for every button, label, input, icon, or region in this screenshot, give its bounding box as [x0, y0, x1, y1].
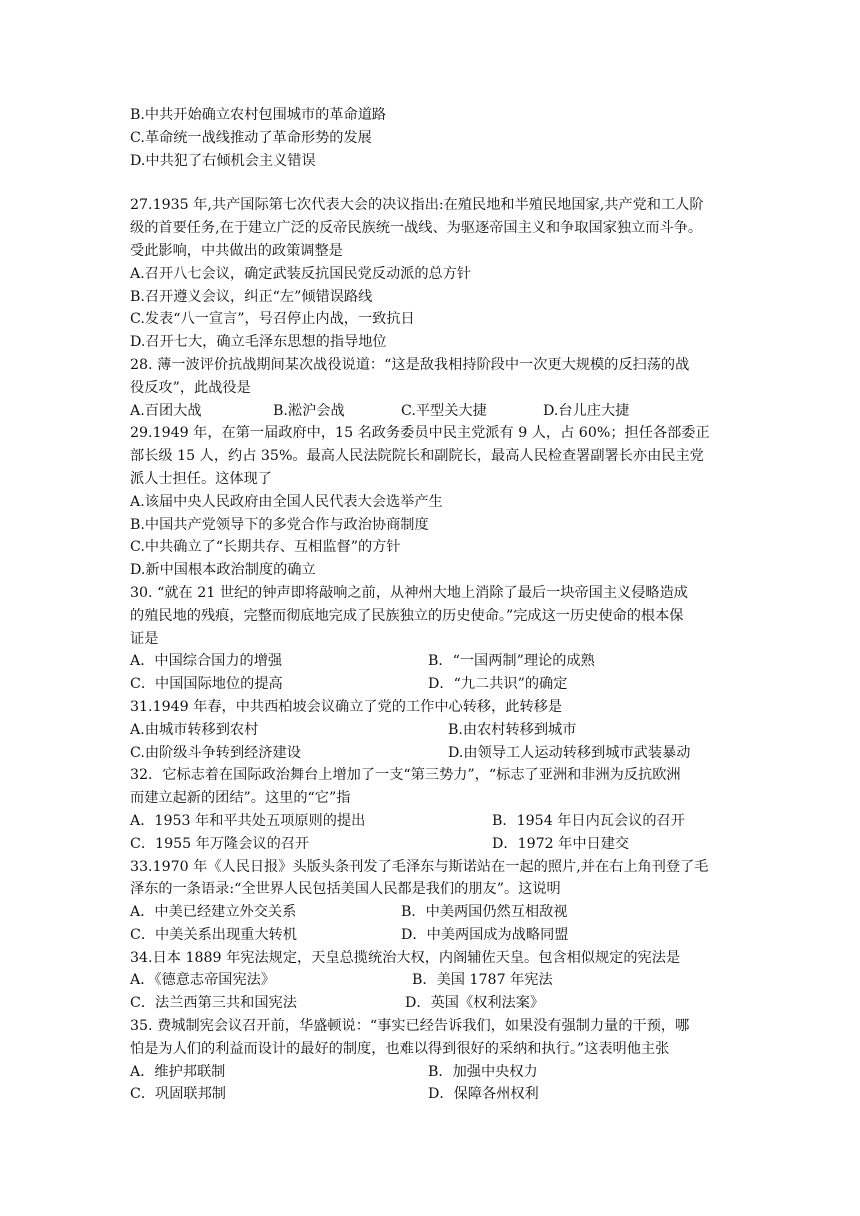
- q32-option-a: A．1953 年和平共处五项原则的提出: [130, 812, 366, 829]
- q35-option-c: C．巩固联邦制: [130, 1086, 226, 1103]
- spacer: [130, 172, 736, 194]
- q27-stem-line-1: 27.1935 年,共产国际第七次代表大会的决议指出:在殖民地和半殖民地国家,共产党和工人阶: [130, 197, 704, 214]
- q30-stem-line-3: 证是: [130, 630, 159, 647]
- q29-option-c: C.中共确立了“长期共存、互相监督”的方针: [130, 539, 401, 556]
- q32-stem-line-1: 32．它标志着在国际政治舞台上增加了一支“第三势力”，“标志了亚洲和非洲为反抗欧洲: [130, 767, 681, 784]
- q33-options-row-2: [130, 924, 736, 947]
- exam-page: [130, 104, 736, 1106]
- q28-stem-line-1: 28. 薄一波评价抗战期间某次战役说道：“这是敌我相持阶段中一次更大规模的反扫荡的战: [130, 356, 690, 373]
- q35-option-b: B．加强中央权力: [428, 1063, 538, 1080]
- q32-options-row-1: [130, 810, 736, 833]
- q27-option-b: B.召开遵义会议，纠正“左”倾错误路线: [130, 288, 373, 305]
- q28-option-d: D.台儿庄大捷: [543, 402, 630, 419]
- q31-option-a: A.由城市转移到农村: [130, 721, 259, 738]
- q30-options-row-1: [130, 650, 736, 673]
- q28-options-row: [130, 400, 736, 423]
- q27-option-a: A.召开八七会议，确定武装反抗国民党反动派的总方针: [130, 265, 472, 282]
- q31-options-row-1: [130, 719, 736, 742]
- q29-stem-line-1: 29.1949 年，在第一届政府中，15 名政务委员中民主党派有 9 人，占 60%；担任各部委正: [130, 425, 710, 442]
- q30-stem-line-2: 的殖民地的残痕，完整而彻底地完成了民族独立的历史使命。”完成这一历史使命的根本保: [130, 607, 684, 624]
- q29-option-b: B.中国共产党领导下的多党合作与政治协商制度: [130, 516, 429, 533]
- q34-options-row-2: [130, 992, 736, 1015]
- q32-option-b: B．1954 年日内瓦会议的召开: [492, 812, 685, 829]
- q32-option-c: C．1955 年万隆会议的召开: [130, 835, 310, 852]
- q35-option-a: A．维护邦联制: [130, 1063, 226, 1080]
- q26-option-b: B.中共开始确立农村包围城市的革命道路: [130, 107, 387, 123]
- q34-option-b: B．美国 1787 年宪法: [412, 972, 553, 989]
- q35-stem-line-1: 35. 费城制宪会议召开前，华盛顿说：“事实已经告诉我们，如果没有强制力量的干预，哪: [130, 1018, 690, 1035]
- q26-option-d: D.中共犯了右倾机会主义错误: [130, 152, 316, 169]
- q30-options-row-2: [130, 673, 736, 696]
- q30-option-b: B．“一国两制”理论的成熟: [428, 653, 595, 670]
- q27-stem-line-2: 级的首要任务,在于建立广泛的反帝民族统一战线、为驱逐帝国主义和争取国家独立而斗争。: [130, 220, 703, 237]
- q30-stem-line-1: 30. “就在 21 世纪的钟声即将敲响之前，从神州大地上消除了最后一块帝国主义侵略造成: [130, 584, 688, 601]
- q29-option-a: A.该届中央人民政府由全国人民代表大会选举产生: [130, 493, 443, 510]
- q32-options-row-2: [130, 833, 736, 856]
- q34-stem-line-1: 34.日本 1889 年宪法规定，天皇总揽统治大权，内阁辅佐天皇。包含相似规定的宪法是: [130, 949, 681, 966]
- q27-option-d: D.召开七大，确立毛泽东思想的指导地位: [130, 334, 387, 351]
- q33-stem-line-1: 33.1970 年《人民日报》头版头条刊发了毛泽东与斯诺站在一起的照片,并在右上角刊登了毛: [130, 858, 709, 875]
- q33-option-a: A．中美已经建立外交关系: [130, 904, 297, 921]
- q29-option-d: D.新中国根本政治制度的确立: [130, 562, 316, 579]
- q26-option-c: C.革命统一战线推动了革命形势的发展: [130, 129, 372, 146]
- q33-option-c: C．中美关系出现重大转机: [130, 926, 297, 943]
- q35-option-d: D．保障各州权利: [428, 1086, 539, 1103]
- q31-stem-line-1: 31.1949 年春，中共西柏坡会议确立了党的工作中心转移，此转移是: [130, 698, 563, 715]
- q33-options-row-1: [130, 901, 736, 924]
- q34-option-c: C．法兰西第三共和国宪法: [130, 995, 297, 1012]
- q27-stem-line-3: 受此影响，中共做出的政策调整是: [130, 242, 343, 259]
- q33-stem-line-2: 泽东的一条语录:“全世界人民包括美国人民都是我们的朋友”。这说明: [130, 881, 561, 898]
- q28-option-b: B.淞沪会战: [273, 402, 345, 419]
- q32-stem-line-2: 而建立起新的团结”。这里的“它”指: [130, 790, 351, 807]
- q35-options-row-2: [130, 1083, 736, 1106]
- q31-option-c: C.由阶级斗争转到经济建设: [130, 744, 301, 761]
- q28-option-a: A.百团大战: [130, 402, 202, 419]
- q34-option-d: D．英国《权利法案》: [405, 995, 545, 1012]
- q35-stem-line-2: 怕是为人们的利益而设计的最好的制度，也难以得到很好的采纳和执行。”这表明他主张: [130, 1040, 670, 1057]
- q30-option-d: D．“九二共识”的确定: [428, 676, 568, 693]
- q30-option-a: A．中国综合国力的增强: [130, 653, 283, 670]
- q33-option-d: D．中美两国成为战略同盟: [401, 926, 569, 943]
- q35-options-row-1: [130, 1061, 736, 1084]
- q29-stem-line-2: 部长级 15 人，约占 35%。最高人民法院院长和副院长，最高人民检查署副署长亦由民主党: [130, 448, 704, 465]
- q31-option-d: D.由领导工人运动转移到城市武装暴动: [448, 744, 691, 761]
- q33-option-b: B．中美两国仍然互相敌视: [401, 904, 568, 921]
- q30-option-c: C．中国国际地位的提高: [130, 676, 283, 693]
- q31-option-b: B.由农村转移到城市: [448, 721, 577, 738]
- q32-option-d: D．1972 年中日建交: [492, 835, 630, 852]
- q34-option-a: A．《德意志帝国宪法》: [130, 972, 276, 989]
- q27-option-c: C.发表“八一宣言”，号召停止内战，一致抗日: [130, 311, 415, 328]
- q34-options-row-1: [130, 969, 736, 992]
- q28-option-c: C.平型关大捷: [401, 402, 487, 419]
- q29-stem-line-3: 派人士担任。这体现了: [130, 470, 272, 487]
- q28-stem-line-2: 役反攻”，此战役是: [130, 379, 251, 396]
- q31-options-row-2: [130, 742, 736, 765]
